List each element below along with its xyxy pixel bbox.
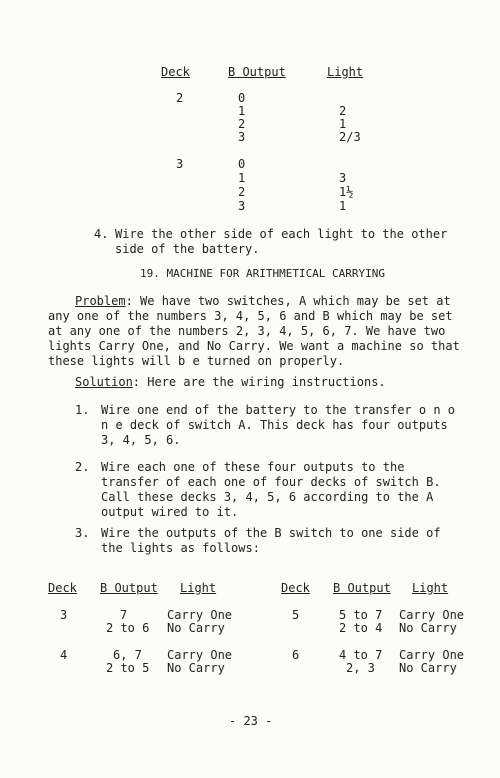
- table2-deck: 3: [60, 608, 68, 622]
- solution-text: : Here are the wiring instructions.: [132, 375, 386, 389]
- table2-deck: 5: [292, 608, 300, 622]
- table2-b-output: 2 to 6: [106, 621, 150, 635]
- table2-b-output: 4 to 7: [339, 648, 383, 662]
- table2-light: Carry One: [399, 648, 465, 662]
- section-title: 19. MACHINE FOR ARITHMETICAL CARRYING: [140, 267, 386, 280]
- table2-left-header-b-output: B Output: [100, 581, 158, 595]
- table2-left-header-light: Light: [180, 581, 217, 595]
- table1-cell-b-output: 1: [238, 171, 246, 185]
- table2-b-output: 6, 7: [113, 648, 142, 662]
- table1-header-b-output: B Output: [228, 65, 286, 79]
- table1-cell-deck: 3: [176, 157, 184, 171]
- table1-cell-light: 1: [339, 117, 347, 131]
- table2-right-header-light: Light: [412, 581, 449, 595]
- table2-b-output: 2, 3: [346, 661, 375, 675]
- table2-b-output: 2 to 5: [106, 661, 150, 675]
- table2-light: Carry One: [167, 648, 233, 662]
- table2-light: Carry One: [167, 608, 233, 622]
- table2-light: No Carry: [399, 621, 457, 635]
- problem-label: Problem: [75, 294, 126, 308]
- table1-cell-light: 2/3: [339, 130, 361, 144]
- table1-cell-b-output: 0: [238, 91, 246, 105]
- table1-cell-b-output: 3: [238, 199, 246, 213]
- table1-cell-b-output: 2: [238, 185, 246, 199]
- table2-b-output: 2 to 4: [339, 621, 383, 635]
- step-text: Wire one end of the battery to the transfer o n o n e deck of switch A. This deck has four outputs 3, 4, 5, 6.: [101, 403, 456, 447]
- table1-cell-light: 1: [339, 199, 347, 213]
- table2-b-output: 7: [120, 608, 128, 622]
- table1-cell-light: 3: [339, 171, 347, 185]
- table2-light: No Carry: [399, 661, 457, 675]
- table2-light: No Carry: [167, 621, 225, 635]
- table2-b-output: 5 to 7: [339, 608, 383, 622]
- table2-left-header-deck: Deck: [48, 581, 77, 595]
- page-number: - 23 -: [229, 714, 273, 728]
- table1-cell-b-output: 0: [238, 157, 246, 171]
- solution-paragraph: [75, 375, 386, 390]
- step-number: 1.: [75, 403, 90, 417]
- step-text: Wire each one of these four outputs to the transfer of each one of four decks of switch B. Call these decks 3, 4, 5, 6 according to the A output wired to it.: [101, 460, 441, 519]
- table2-right-header-b-output: B Output: [333, 581, 391, 595]
- table1-cell-light: 2: [339, 104, 347, 118]
- table2-light: No Carry: [167, 661, 225, 675]
- table2-deck: 6: [292, 648, 300, 662]
- table2-right-header-deck: Deck: [281, 581, 310, 595]
- step-text: Wire the other side of each light to the other side of the battery.: [115, 227, 448, 256]
- table1-header-deck: Deck: [161, 65, 190, 79]
- solution-label: Solution: [75, 375, 133, 389]
- step-number: 2.: [75, 460, 90, 474]
- table1-cell-b-output: 2: [238, 117, 246, 131]
- table1-cell-b-output: 3: [238, 130, 246, 144]
- table1-header-light: Light: [327, 65, 364, 79]
- table1-cell-b-output: 1: [238, 104, 246, 118]
- step-number: 3.: [75, 526, 90, 540]
- problem-paragraph: [48, 294, 466, 369]
- problem-text: : We have two switches, A which may be set at any one of the numbers 3, 4, 5, 6 and B which may be set at any one of the numbers 2, 3, 4, 5, 6, 7. We have two lights Carry One, and No Carry. We want a machine so that these lights will b e turned on properly.: [48, 294, 460, 368]
- table2-light: Carry One: [399, 608, 465, 622]
- table1-cell-light: 1½: [339, 185, 354, 199]
- table2-deck: 4: [60, 648, 68, 662]
- step-text: Wire the outputs of the B switch to one side of the lights as follows:: [101, 526, 441, 555]
- table1-cell-deck: 2: [176, 91, 184, 105]
- step-number: 4.: [94, 227, 109, 241]
